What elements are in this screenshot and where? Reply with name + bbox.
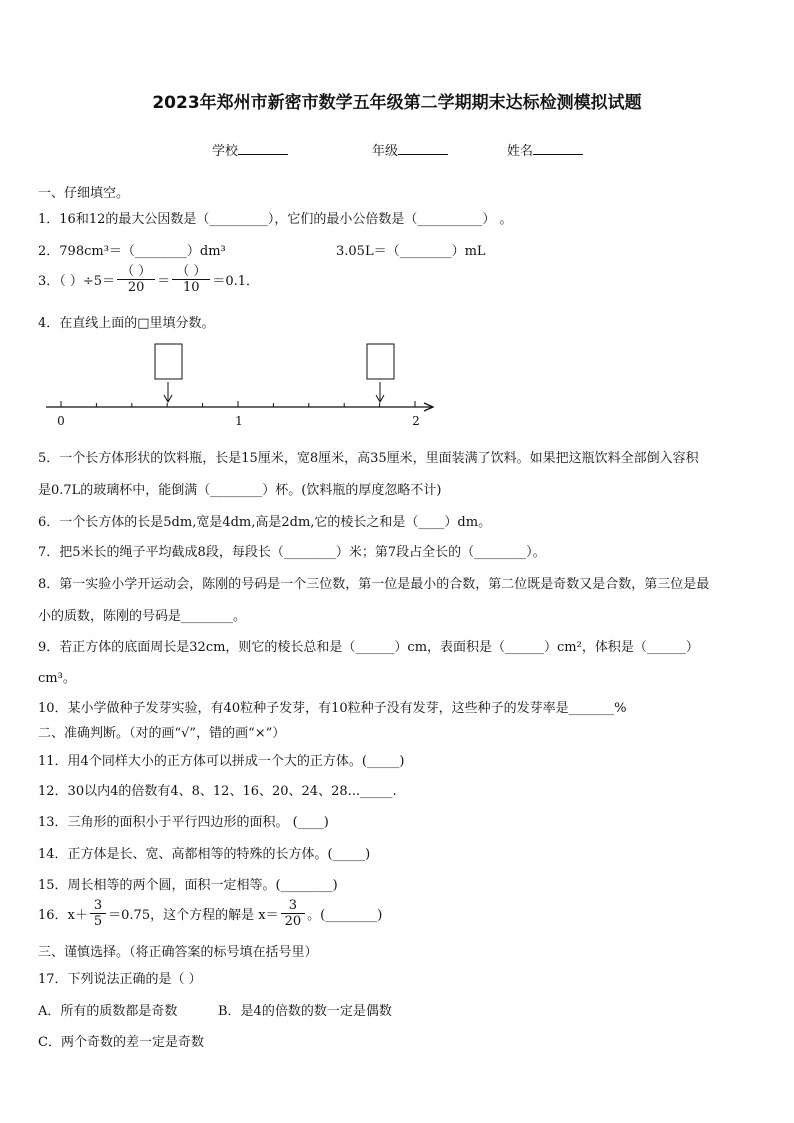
q3-fraction-1-denominator: 20 bbox=[127, 280, 145, 295]
q3-fraction-1-numerator: （ ） bbox=[117, 264, 155, 280]
name-blank bbox=[533, 142, 583, 155]
grade-blank bbox=[398, 142, 448, 155]
name-field bbox=[507, 140, 583, 159]
question-8-line-2: 小的质数，陈刚的号码是________。 bbox=[38, 609, 247, 624]
q16-fraction-2 bbox=[281, 898, 306, 929]
tick-marks bbox=[61, 401, 415, 407]
question-14: 14．正方体是长、宽、高都相等的特殊的长方体。(_____) bbox=[38, 847, 371, 862]
q16-fraction-1 bbox=[90, 898, 106, 929]
tick-label-2: 2 bbox=[412, 414, 420, 428]
q3-fraction-1 bbox=[117, 264, 155, 295]
section-1-heading: 一、仔细填空。 bbox=[38, 186, 130, 201]
question-2b: 3.05L＝（________）mL bbox=[336, 244, 486, 259]
q3-fraction-2 bbox=[172, 264, 210, 295]
question-10: 10．某小学做种子发芽实验，有40粒种子发芽，有10粒种子没有发芽，这些种子的发芽率是_______% bbox=[38, 701, 627, 716]
question-9-line-2: cm³。 bbox=[38, 671, 76, 686]
question-1: 1．16和12的最大公因数是（_________），它们的最小公倍数是（__________） 。 bbox=[38, 212, 513, 227]
q3-equals: ＝ bbox=[157, 274, 171, 289]
q16-prefix: 16．x＋ bbox=[38, 908, 88, 923]
question-5-line-2: 是0.7L的玻璃杯中，能倒满（________）杯。(饮料瓶的厚度忽略不计) bbox=[38, 483, 442, 498]
q16-fraction-1-numerator: 3 bbox=[90, 898, 106, 914]
tick-label-0: 0 bbox=[57, 414, 65, 428]
q3-prefix: 3．（ ）÷5＝ bbox=[38, 274, 116, 289]
q3-suffix: ＝0.1． bbox=[212, 274, 260, 289]
question-16 bbox=[38, 898, 382, 929]
q16-suffix: 。(________) bbox=[307, 908, 383, 923]
q3-fraction-2-denominator: 10 bbox=[183, 280, 200, 295]
page-title: 2023年郑州市新密市数学五年级第二学期期末达标检测模拟试题 bbox=[152, 93, 642, 113]
answer-box-1 bbox=[155, 344, 182, 379]
question-6: 6．一个长方体的长是5dm,宽是4dm,高是2dm,它的棱长之和是（____）dm。 bbox=[38, 515, 492, 530]
q16-fraction-2-denominator: 20 bbox=[284, 914, 302, 929]
question-15: 15．周长相等的两个圆，面积一定相等。(________) bbox=[38, 878, 338, 893]
q16-fraction-1-denominator: 5 bbox=[93, 914, 103, 929]
answer-box-2 bbox=[367, 344, 394, 379]
question-5-line-1: 5．一个长方体形状的饮料瓶，长是15厘米，宽8厘米，高35厘米，里面装满了饮料。如果把这瓶饮料全部倒入容积 bbox=[38, 451, 699, 466]
question-12: 12．30以内4的倍数有4、8、12、16、20、24、28..._____. bbox=[38, 784, 397, 799]
number-line bbox=[40, 338, 440, 430]
option-b: B．是4的倍数的数一定是偶数 bbox=[218, 1004, 392, 1019]
question-4: 4．在直线上面的□里填分数。 bbox=[38, 316, 215, 331]
option-c: C．两个奇数的差一定是奇数 bbox=[38, 1035, 204, 1050]
q3-fraction-2-numerator: （ ） bbox=[172, 264, 210, 280]
question-13: 13．三角形的面积小于平行四边形的面积。 (____) bbox=[38, 815, 329, 830]
question-3 bbox=[38, 264, 259, 295]
school-blank bbox=[238, 142, 288, 155]
tick-label-1: 1 bbox=[235, 414, 243, 428]
question-17: 17．下列说法正确的是（ ） bbox=[38, 972, 202, 987]
q16-fraction-2-numerator: 3 bbox=[281, 898, 306, 914]
question-7: 7．把5米长的绳子平均截成8段，每段长（________）米；第7段占全长的（________）。 bbox=[38, 545, 546, 560]
section-2-heading: 二、准确判断。（对的画“√”，错的画“×”） bbox=[38, 726, 286, 741]
question-9-line-1: 9．若正方体的底面周长是32cm，则它的棱长总和是（______）cm，表面积是（______）cm²，体积是（______） bbox=[38, 640, 699, 655]
school-field bbox=[212, 140, 288, 159]
question-11: 11．用4个同样大小的正方体可以拼成一个大的正方体。(_____) bbox=[38, 754, 405, 769]
section-3-heading: 三、谨慎选择。（将正确答案的标号填在括号里） bbox=[38, 945, 318, 960]
grade-field bbox=[372, 140, 448, 159]
q16-middle: ＝0.75，这个方程的解是 x＝ bbox=[108, 908, 279, 923]
question-8-line-1: 8．第一实验小学开运动会，陈刚的号码是一个三位数，第一位是最小的合数，第二位既是奇数又是合数，第三位是最 bbox=[38, 577, 710, 592]
name-label: 姓名 bbox=[507, 144, 534, 159]
option-a: A．所有的质数都是奇数 bbox=[38, 1004, 178, 1019]
school-label: 学校 bbox=[212, 144, 239, 159]
question-2a: 2．798cm³＝（________）dm³ bbox=[38, 244, 226, 259]
grade-label: 年级 bbox=[372, 144, 399, 159]
